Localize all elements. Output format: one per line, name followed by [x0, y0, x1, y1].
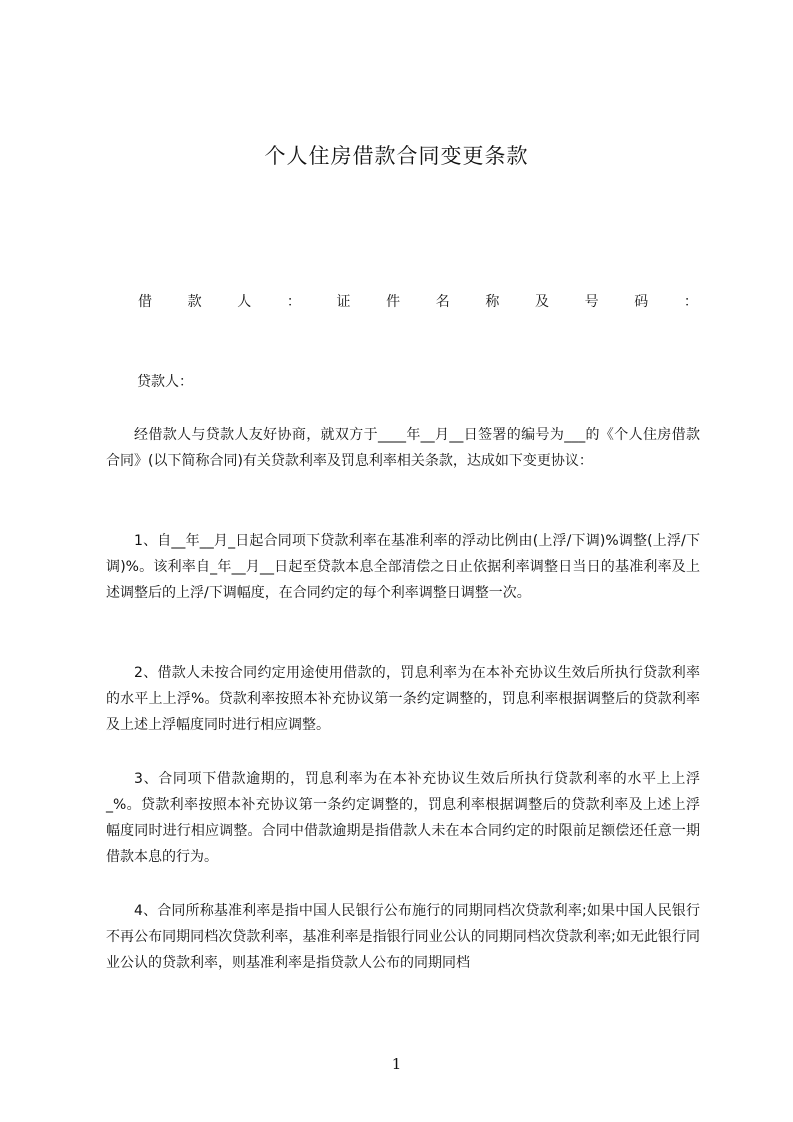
- signature-char: 借: [138, 294, 152, 310]
- clause-3: 3、合同项下借款逾期的，罚息利率为在本补充协议生效后所执行贷款利率的水平上上浮_%。贷款利率按照本补充协议第一条约定调整的，罚息利率根据调整后的贷款利率及上述上浮幅度同时进行相应调整。合同中借款逾期是指借款人未在本合同约定的时限前足额偿还任意一期借款本息的行为。: [106, 771, 700, 865]
- page-number: 1: [391, 1055, 402, 1073]
- signature-char: 款: [187, 294, 202, 310]
- signature-char: 及: [535, 294, 549, 310]
- signature-char: 码: [634, 294, 649, 310]
- signature-char: 称: [485, 294, 500, 310]
- borrower-signature-row: [138, 290, 698, 314]
- clause-4: 4、合同所称基准利率是指中国人民银行公布施行的同期同档次贷款利率;如果中国人民银行不再公布同期同档次贷款利率，基准利率是指银行同业公认的同期同档次贷款利率;如无此银行同业公认的贷款利率，则基准利率是指贷款人公布的同期同档: [106, 903, 700, 971]
- signature-char: 号: [584, 294, 599, 310]
- signature-char: 证: [336, 294, 351, 310]
- clause-1: 1、自__年__月_日起合同项下贷款利率在基准利率的浮动比例由(上浮/下调)%调整(上浮/下调)%。该利率自_年__月__日起至贷款本息全部清偿之日止依据利率调整日当日的基准利率及上述调整后的上浮/下调幅度，在合同约定的每个利率调整日调整一次。: [106, 533, 700, 601]
- signature-char: 件: [386, 294, 401, 310]
- signature-char: 名: [435, 294, 450, 310]
- signature-char: ：: [286, 294, 301, 310]
- lender-label: 贷款人：: [137, 374, 193, 390]
- intro-paragraph: 经借款人与贷款人友好协商，就双方于____年__月__日签署的编号为___的《个人住房借款合同》(以下简称合同)有关贷款利率及罚息利率相关条款，达成如下变更协议：: [106, 427, 700, 469]
- document-title: 个人住房借款合同变更条款: [264, 144, 529, 168]
- clause-2: 2、借款人未按合同约定用途使用借款的，罚息利率为在本补充协议生效后所执行贷款利率的水平上上浮%。贷款利率按照本补充协议第一条约定调整的，罚息利率根据调整后的贷款利率及上述上浮幅度同时进行相应调整。: [106, 665, 700, 733]
- signature-char: 人: [237, 294, 252, 310]
- signature-char: ：: [683, 294, 698, 310]
